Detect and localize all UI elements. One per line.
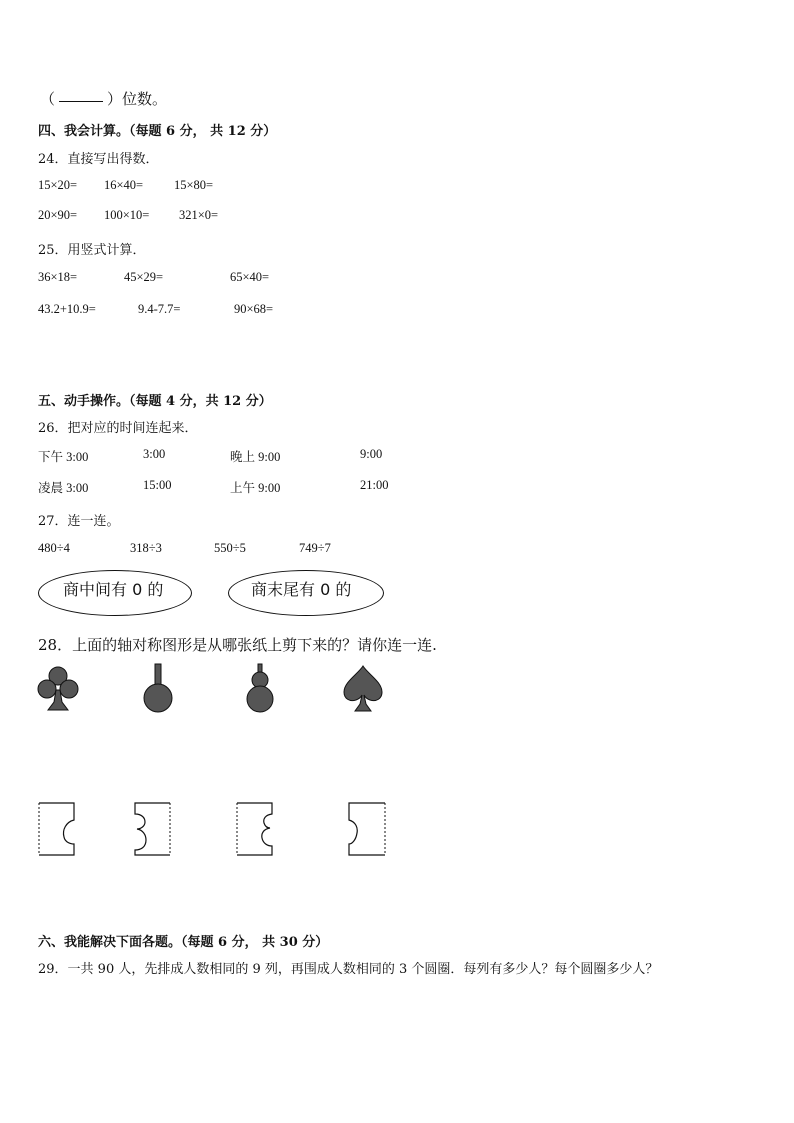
q25-cell: 45×29= [124, 270, 164, 284]
folded-paper-d[interactable] [346, 802, 388, 856]
q24-cell: 15×80= [174, 178, 214, 192]
q25-cell: 36×18= [38, 270, 78, 284]
oval-middle-zero[interactable] [38, 570, 192, 616]
q26-cell[interactable]: 下午 3:00 [38, 450, 89, 464]
q26-cell[interactable]: 3:00 [143, 447, 166, 461]
section6-heading: 六、我能解决下面各题。（每题 6 分， 共 30 分） [38, 935, 329, 950]
q25-cell: 43.2+10.9= [38, 302, 96, 316]
q25-cell: 9.4-7.7= [138, 302, 181, 316]
calabash-icon[interactable] [242, 662, 278, 714]
folded-paper-a[interactable] [38, 802, 78, 856]
q24-cell: 321×0= [179, 208, 219, 222]
oval-end-zero[interactable] [228, 570, 384, 616]
answer-blank[interactable] [59, 101, 103, 102]
q27-item[interactable]: 480÷4 [38, 541, 70, 555]
q24-cell: 15×20= [38, 178, 78, 192]
spade-icon[interactable] [340, 664, 386, 714]
close-paren: ） [107, 90, 123, 108]
gourd-bottle-icon[interactable] [140, 662, 176, 714]
oval-label: 商中间有 0 的 [63, 580, 164, 599]
q27-title: 27．连一连。 [38, 514, 120, 529]
q25-cell: 65×40= [230, 270, 270, 284]
q27-item[interactable]: 550÷5 [214, 541, 246, 555]
q26-cell[interactable]: 9:00 [360, 447, 383, 461]
q26-cell[interactable]: 21:00 [360, 478, 389, 492]
q26-cell[interactable]: 晚上 9:00 [230, 450, 281, 464]
club-icon[interactable] [36, 664, 80, 714]
section5-heading: 五、动手操作。（每题 4 分，共 12 分） [38, 394, 272, 409]
open-paren: （ [40, 90, 56, 108]
folded-paper-b[interactable] [132, 802, 172, 856]
oval-label: 商末尾有 0 的 [251, 580, 352, 599]
q29-text: 29．一共 90 人，先排成人数相同的 9 列，再围成人数相同的 3 个圆圈．每列有多少人？每个圆圈多少人？ [38, 962, 659, 977]
q26-cell[interactable]: 凌晨 3:00 [38, 481, 89, 495]
q25-cell: 90×68= [234, 302, 274, 316]
q26-cell[interactable]: 15:00 [143, 478, 172, 492]
q27-item[interactable]: 749÷7 [299, 541, 331, 555]
top-line [40, 88, 167, 109]
q24-cell: 16×40= [104, 178, 144, 192]
q24-title: 24．直接写出得数． [38, 152, 159, 167]
q24-cell: 100×10= [104, 208, 150, 222]
top-line-text: 位数。 [122, 90, 168, 108]
q26-cell[interactable]: 上午 9:00 [230, 481, 281, 495]
q24-cell: 20×90= [38, 208, 78, 222]
folded-paper-c[interactable] [236, 802, 278, 856]
q26-title: 26．把对应的时间连起来． [38, 421, 198, 436]
q27-item[interactable]: 318÷3 [130, 541, 162, 555]
q25-title: 25．用竖式计算． [38, 243, 146, 258]
q28-title: 28．上面的轴对称图形是从哪张纸上剪下来的？请你连一连. [38, 636, 437, 654]
section4-heading: 四、我会计算。（每题 6 分， 共 12 分） [38, 124, 277, 139]
